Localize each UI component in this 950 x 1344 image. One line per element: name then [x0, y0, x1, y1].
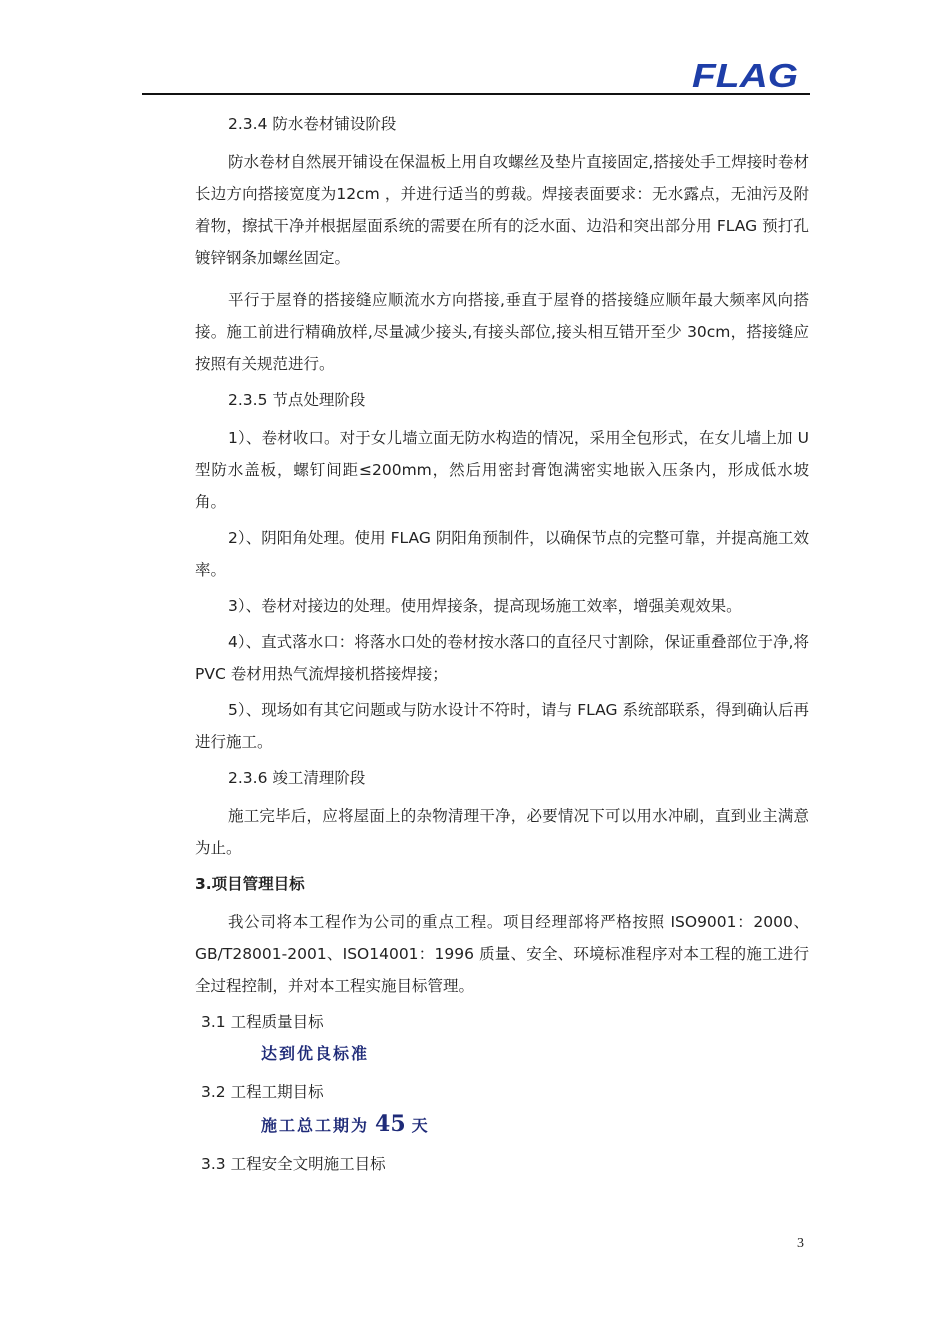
section-3-paragraph: 我公司将本工程作为公司的重点工程。项目经理部将严格按照 ISO9001：2000、GB/T28001-2001、ISO14001：1996 质量、安全、环境标准程序对本工程的施工进行全过程控制，并对本工程实施目标管理。 — [195, 913, 809, 995]
schedule-goal-suffix: 天 — [411, 1116, 430, 1135]
flag-logo-text: FLAG — [692, 58, 798, 92]
schedule-goal — [195, 1108, 809, 1142]
schedule-goal-prefix: 施工总工期为 — [261, 1116, 370, 1135]
section-2-3-4-heading: 2.3.4 防水卷材铺设阶段 — [228, 115, 397, 133]
document-body — [195, 108, 809, 1180]
section-3-2-heading: 3.2 工程工期目标 — [201, 1083, 324, 1101]
section-3-heading: 3.项目管理目标 — [195, 875, 305, 893]
section-3-1-heading: 3.1 工程质量目标 — [201, 1013, 324, 1031]
section-2-3-6-paragraph: 施工完毕后，应将屋面上的杂物清理干净，必要情况下可以用水冲刷，直到业主满意为止。 — [195, 807, 809, 857]
section-2-3-5-item-5: 5）、现场如有其它问题或与防水设计不符时，请与 FLAG 系统部联系，得到确认后再进行施工。 — [195, 701, 809, 751]
section-2-3-5-item-1: 1）、卷材收口。对于女儿墙立面无防水构造的情况，采用全包形式，在女儿墙上加 U 型防水盖板，螺钉间距≤200mm，然后用密封膏饱满密实地嵌入压条内，形成低水坡角。 — [195, 429, 809, 511]
flag-logo — [690, 58, 800, 92]
quality-goal: 达到优良标准 — [261, 1044, 370, 1063]
schedule-goal-days: 45 — [375, 1111, 406, 1137]
section-2-3-4-paragraph-1: 防水卷材自然展开铺设在保温板上用自攻螺丝及垫片直接固定,搭接处手工焊接时卷材长边方向搭接宽度为12cm ，并进行适当的剪裁。焊接表面要求：无水露点，无油污及附着物，擦拭干净并根据屋面系统的需要在所有的泛水面、边沿和突出部分用 FLAG 预打孔镀锌钢条加螺丝固定。 — [195, 153, 809, 267]
section-2-3-5-item-3: 3）、卷材对接边的处理。使用焊接条，提高现场施工效率，增强美观效果。 — [228, 597, 742, 615]
header-rule — [142, 93, 810, 95]
section-2-3-4-paragraph-2: 平行于屋脊的搭接缝应顺流水方向搭接,垂直于屋脊的搭接缝应顺年最大频率风向搭接。施工前进行精确放样,尽量减少接头,有接头部位,接头相互错开至少 30cm，搭接缝应按照有关规范进行。 — [195, 291, 809, 373]
section-2-3-5-item-2: 2）、阴阳角处理。使用 FLAG 阴阳角预制件，以确保节点的完整可靠，并提高施工效率。 — [195, 529, 809, 579]
section-2-3-6-heading: 2.3.6 竣工清理阶段 — [228, 769, 366, 787]
section-2-3-5-item-4: 4）、直式落水口：将落水口处的卷材按水落口的直径尺寸割除，保证重叠部位于净,将 PVC 卷材用热气流焊接机搭接焊接； — [195, 633, 809, 683]
page-number: 3 — [797, 1236, 804, 1251]
section-3-3-heading: 3.3 工程安全文明施工目标 — [201, 1155, 386, 1173]
section-2-3-5-heading: 2.3.5 节点处理阶段 — [228, 391, 366, 409]
